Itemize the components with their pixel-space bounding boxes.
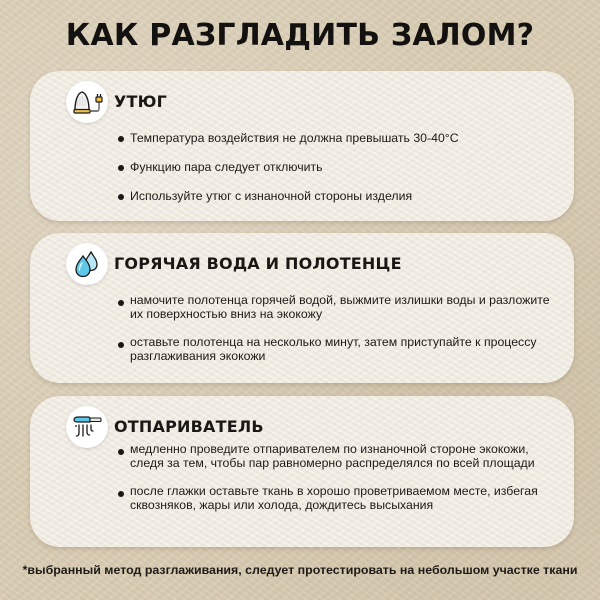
list-item: после глажки оставьте ткань в хорошо проветриваемом месте, избегая сквозняков, жары или холода, дождитесь высыхания <box>118 484 554 512</box>
list-item: оставьте полотенца на несколько минут, затем приступайте к процессу разглаживания экокожи <box>118 335 554 363</box>
card-hot-water-towel <box>30 233 574 383</box>
list-item: медленно проведите отпаривателем по изнаночной стороне экокожи, следя за тем, чтобы пар равномерно распределялся по всей площади <box>118 442 554 470</box>
page-title: КАК РАЗГЛАДИТЬ ЗАЛОМ? <box>65 18 535 53</box>
list-item: Функцию пара следует отключить <box>118 160 554 174</box>
section-title-hot-water: ГОРЯЧАЯ ВОДА И ПОЛОТЕНЦЕ <box>114 254 402 273</box>
water-drops-icon <box>66 243 108 285</box>
list-item: Используйте утюг с изнаночной стороны изделия <box>118 189 554 203</box>
footnote: *выбранный метод разглаживания, следует протестировать на небольшом участке ткани <box>22 563 578 577</box>
section-title-steamer: ОТПАРИВАТЕЛЬ <box>114 417 264 436</box>
section-title-iron: УТЮГ <box>114 92 168 111</box>
card-iron <box>30 71 574 221</box>
bullet-list-hot-water <box>118 293 554 377</box>
steamer-icon <box>66 406 108 448</box>
card-steamer <box>30 396 574 547</box>
iron-icon <box>66 81 108 123</box>
bullet-list-steamer <box>118 442 554 526</box>
bullet-list-iron <box>118 131 554 218</box>
list-item: Температура воздействия не должна превышать 30-40°C <box>118 131 554 145</box>
list-item: намочите полотенца горячей водой, выжмите излишки воды и разложите их поверхностью вниз на экокожу <box>118 293 554 321</box>
